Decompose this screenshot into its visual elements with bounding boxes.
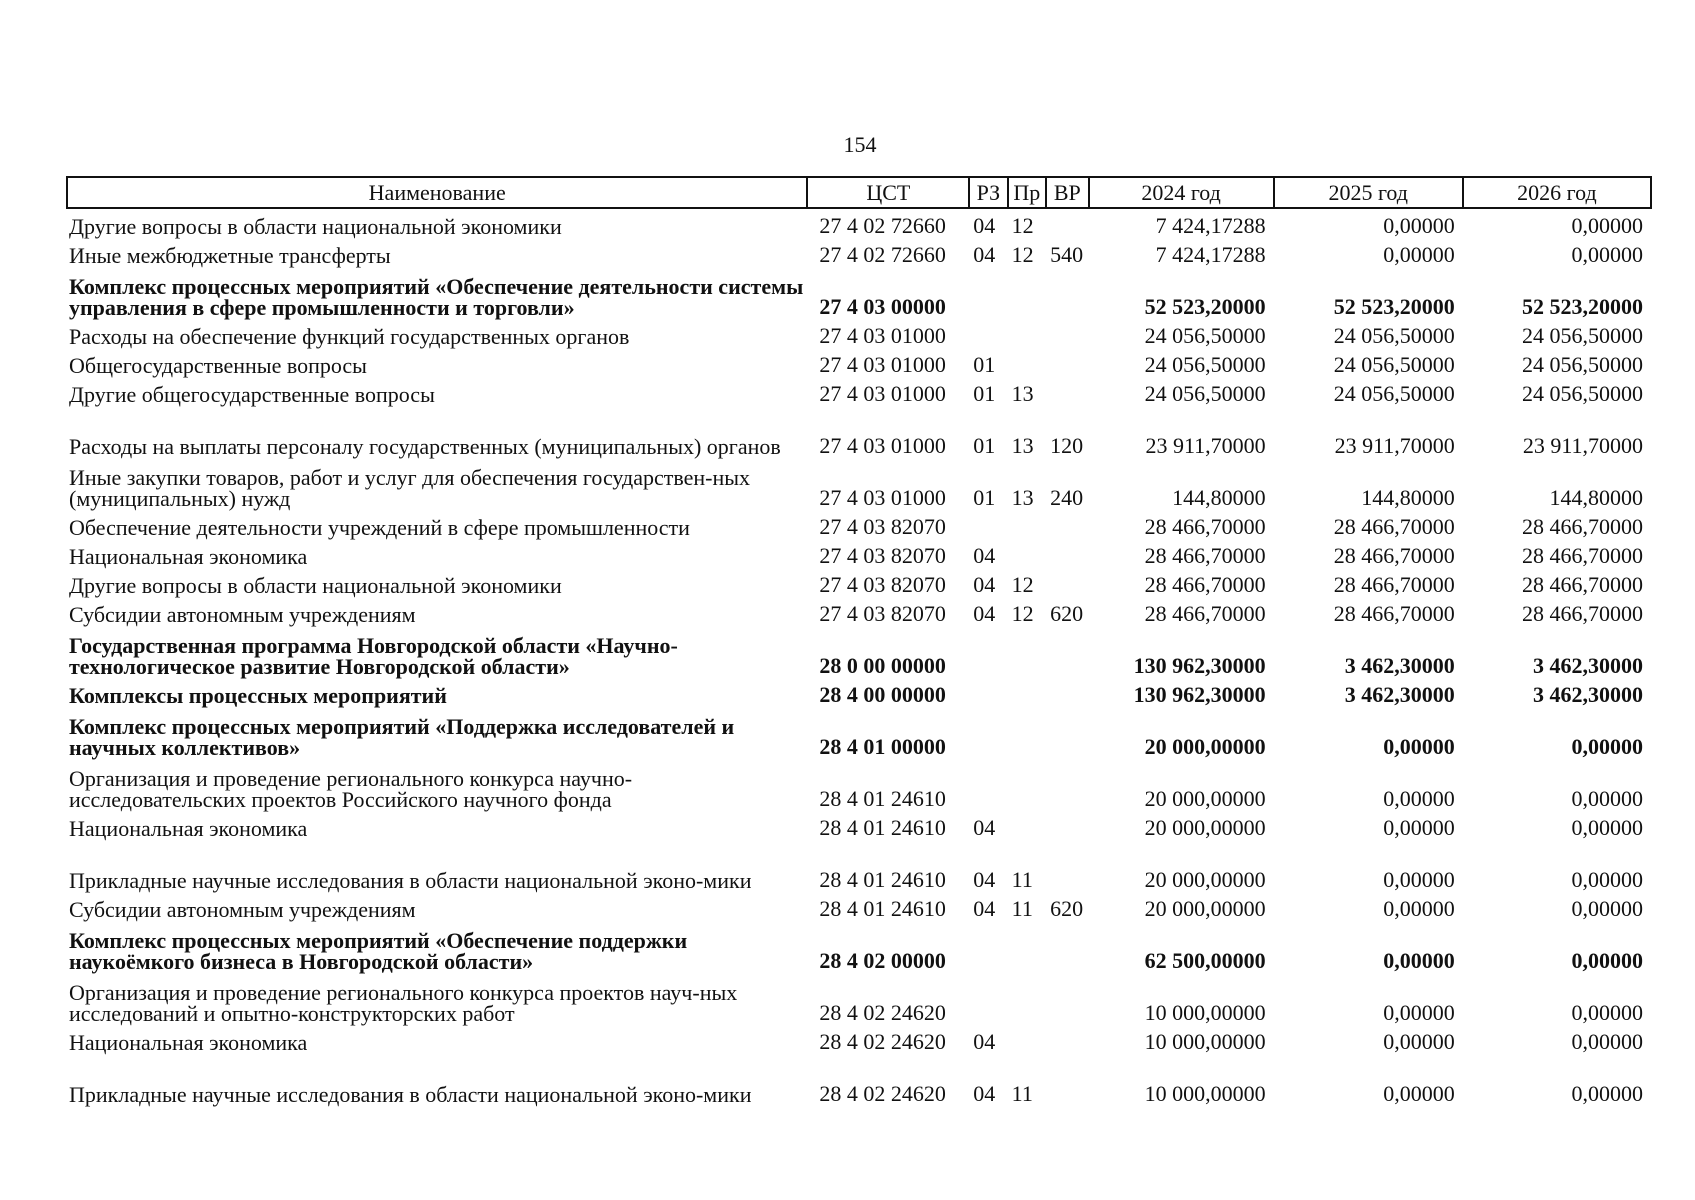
cell-pr	[1008, 538, 1046, 567]
cell-rz	[969, 509, 1007, 538]
cell-cst: 28 4 02 24620	[819, 1000, 946, 1025]
cell-y2025: 0,00000	[1383, 815, 1455, 840]
cell-rz	[969, 706, 1007, 758]
cell-rz: 01	[973, 352, 996, 377]
header-2025: 2025 год	[1274, 177, 1463, 208]
cell-y2025: 52 523,20000	[1333, 294, 1455, 319]
cell-cst: 28 4 02 00000	[819, 948, 946, 973]
cell-rz	[969, 677, 1007, 706]
cell-cst: 27 4 03 82070	[819, 514, 946, 539]
cell-y2024: 7 424,17288	[1155, 213, 1266, 238]
cell-y2026: 24 056,50000	[1522, 323, 1643, 348]
table-row	[67, 405, 1651, 457]
cell-y2025: 24 056,50000	[1333, 352, 1455, 377]
cell-name: Национальная экономика	[69, 1030, 308, 1055]
cell-pr	[1008, 266, 1046, 318]
cell-y2024: 24 056,50000	[1144, 352, 1266, 377]
cell-vr	[1046, 839, 1088, 891]
cell-pr	[1008, 347, 1046, 376]
cell-vr	[1046, 567, 1088, 596]
header-cst: ЦСТ	[807, 177, 969, 208]
cell-pr	[1008, 758, 1046, 810]
cell-vr	[1046, 208, 1088, 237]
cell-vr: 540	[1050, 242, 1084, 267]
cell-rz: 04	[973, 867, 996, 892]
cell-vr: 620	[1050, 896, 1084, 921]
cell-pr: 11	[1011, 896, 1033, 921]
cell-y2026: 0,00000	[1571, 1029, 1643, 1054]
table-row	[67, 538, 1651, 567]
cell-pr: 12	[1011, 242, 1034, 267]
cell-y2025: 24 056,50000	[1333, 381, 1455, 406]
cell-name: Иные закупки товаров, работ и услуг для обеспечения государствен-ных (муниципальных) нужд	[69, 465, 751, 511]
cell-y2025: 23 911,70000	[1334, 433, 1455, 458]
cell-cst: 28 4 01 24610	[819, 896, 946, 921]
cell-vr: 240	[1050, 485, 1084, 510]
header-pr: Пр	[1008, 177, 1046, 208]
cell-y2026: 0,00000	[1571, 948, 1643, 973]
cell-y2026: 0,00000	[1571, 242, 1643, 267]
cell-y2026: 28 466,70000	[1522, 572, 1643, 597]
cell-rz: 01	[973, 433, 996, 458]
cell-rz: 04	[973, 242, 996, 267]
cell-y2024: 130 962,30000	[1133, 682, 1266, 707]
table-row	[67, 920, 1651, 972]
cell-name: Организация и проведение регионального конкурса проектов науч-ных исследований и опытно-конструкторских работ	[69, 980, 738, 1026]
cell-y2026: 28 466,70000	[1522, 601, 1643, 626]
cell-y2024: 28 466,70000	[1144, 543, 1266, 568]
cell-y2024: 28 466,70000	[1144, 601, 1266, 626]
cell-y2024: 52 523,20000	[1144, 294, 1266, 319]
cell-y2025: 0,00000	[1383, 786, 1455, 811]
cell-pr: 12	[1011, 572, 1034, 597]
cell-y2024: 10 000,00000	[1144, 1029, 1266, 1054]
cell-y2026: 0,00000	[1571, 786, 1643, 811]
table-header	[67, 177, 1651, 208]
header-2024: 2024 год	[1089, 177, 1274, 208]
cell-y2024: 20 000,00000	[1144, 867, 1266, 892]
cell-y2026: 0,00000	[1571, 213, 1643, 238]
cell-rz: 04	[973, 543, 996, 568]
cell-name: Расходы на выплаты персоналу государственных (муниципальных) органов	[69, 434, 781, 459]
cell-cst: 28 4 02 24620	[819, 1029, 946, 1054]
cell-vr	[1046, 538, 1088, 567]
cell-pr	[1008, 972, 1046, 1024]
cell-y2024: 20 000,00000	[1144, 815, 1266, 840]
cell-pr: 12	[1011, 601, 1034, 626]
cell-y2025: 24 056,50000	[1333, 323, 1455, 348]
cell-vr	[1046, 1024, 1088, 1053]
cell-vr	[1046, 509, 1088, 538]
cell-rz: 04	[973, 1081, 996, 1106]
header-vr: ВР	[1046, 177, 1088, 208]
cell-rz	[969, 318, 1007, 347]
cell-vr	[1046, 706, 1088, 758]
cell-y2025: 0,00000	[1383, 948, 1455, 973]
table-row	[67, 625, 1651, 677]
cell-cst: 27 4 03 82070	[819, 543, 946, 568]
cell-y2025: 0,00000	[1383, 896, 1455, 921]
table-row	[67, 208, 1651, 237]
cell-pr: 12	[1011, 213, 1034, 238]
table-row	[67, 457, 1651, 509]
cell-name: Обеспечение деятельности учреждений в сфере промышленности	[69, 515, 690, 540]
cell-pr	[1008, 1024, 1046, 1053]
cell-name: Общегосударственные вопросы	[69, 353, 367, 378]
cell-name: Субсидии автономным учреждениям	[69, 897, 416, 922]
cell-cst: 27 4 03 01000	[819, 485, 946, 510]
table-row	[67, 810, 1651, 839]
cell-vr	[1046, 266, 1088, 318]
cell-y2025: 0,00000	[1383, 242, 1455, 267]
cell-y2026: 144,80000	[1549, 485, 1643, 510]
cell-y2025: 28 466,70000	[1333, 572, 1455, 597]
cell-vr	[1046, 758, 1088, 810]
table-row	[67, 509, 1651, 538]
cell-pr: 13	[1011, 485, 1034, 510]
cell-name: Прикладные научные исследования в области национальной эконо-мики	[69, 868, 752, 893]
table-row	[67, 758, 1651, 810]
cell-y2024: 20 000,00000	[1144, 896, 1266, 921]
cell-y2025: 0,00000	[1383, 1029, 1455, 1054]
cell-cst: 27 4 03 01000	[819, 381, 946, 406]
cell-cst: 28 4 01 24610	[819, 867, 946, 892]
cell-y2024: 20 000,00000	[1144, 786, 1266, 811]
cell-y2025: 3 462,30000	[1344, 653, 1455, 678]
cell-rz	[969, 758, 1007, 810]
cell-pr: 11	[1011, 1081, 1033, 1106]
cell-y2024: 23 911,70000	[1145, 433, 1266, 458]
cell-vr	[1046, 677, 1088, 706]
cell-name: Комплекс процессных мероприятий «Обеспечение деятельности системы управления в сфере промышленности и торговли»	[69, 274, 804, 320]
header-name: Наименование	[67, 177, 807, 208]
table-row	[67, 1053, 1651, 1105]
cell-y2024: 28 466,70000	[1144, 514, 1266, 539]
cell-y2025: 0,00000	[1383, 867, 1455, 892]
cell-name: Комплекс процессных мероприятий «Обеспечение поддержки наукоёмкого бизнеса в Новгородской области»	[69, 928, 688, 974]
table-row	[67, 347, 1651, 376]
cell-y2026: 24 056,50000	[1522, 381, 1643, 406]
cell-name: Государственная программа Новгородской области «Научно-технологическое развитие Новгородской области»	[69, 633, 678, 679]
cell-rz	[969, 972, 1007, 1024]
cell-y2024: 10 000,00000	[1144, 1081, 1266, 1106]
cell-rz: 04	[973, 213, 996, 238]
table-row	[67, 706, 1651, 758]
cell-pr: 11	[1011, 867, 1033, 892]
cell-cst: 27 4 02 72660	[819, 242, 946, 267]
cell-y2026: 0,00000	[1571, 896, 1643, 921]
cell-vr	[1046, 810, 1088, 839]
cell-y2026: 23 911,70000	[1522, 433, 1643, 458]
cell-cst: 27 4 03 82070	[819, 601, 946, 626]
cell-cst: 28 4 01 00000	[819, 734, 946, 759]
cell-name: Организация и проведение регионального конкурса научно-исследовательских проектов Российского научного фонда	[69, 766, 633, 812]
cell-pr	[1008, 677, 1046, 706]
cell-y2026: 24 056,50000	[1522, 352, 1643, 377]
cell-pr	[1008, 509, 1046, 538]
cell-pr	[1008, 706, 1046, 758]
cell-rz: 04	[973, 1029, 996, 1054]
cell-rz: 04	[973, 815, 996, 840]
cell-name: Национальная экономика	[69, 816, 308, 841]
table-row	[67, 596, 1651, 625]
cell-rz	[969, 266, 1007, 318]
cell-vr: 120	[1050, 433, 1084, 458]
cell-cst: 27 4 03 82070	[819, 572, 946, 597]
cell-name: Национальная экономика	[69, 544, 308, 569]
cell-y2025: 3 462,30000	[1344, 682, 1455, 707]
cell-y2024: 24 056,50000	[1144, 381, 1266, 406]
cell-y2024: 24 056,50000	[1144, 323, 1266, 348]
cell-cst: 28 4 01 24610	[819, 815, 946, 840]
cell-rz: 01	[973, 381, 996, 406]
cell-y2026: 0,00000	[1571, 1081, 1643, 1106]
cell-name: Иные межбюджетные трансферты	[69, 243, 391, 268]
table-row	[67, 677, 1651, 706]
cell-y2025: 28 466,70000	[1333, 514, 1455, 539]
cell-y2026: 28 466,70000	[1522, 543, 1643, 568]
cell-cst: 28 4 02 24620	[819, 1081, 946, 1106]
cell-vr	[1046, 972, 1088, 1024]
cell-vr	[1046, 347, 1088, 376]
cell-y2025: 28 466,70000	[1333, 601, 1455, 626]
table-row	[67, 567, 1651, 596]
cell-rz: 01	[973, 485, 996, 510]
cell-cst: 27 4 03 00000	[819, 294, 946, 319]
cell-y2024: 20 000,00000	[1144, 734, 1266, 759]
cell-pr: 13	[1011, 433, 1034, 458]
table-row	[67, 237, 1651, 266]
table-row	[67, 839, 1651, 891]
cell-vr	[1046, 920, 1088, 972]
header-2026: 2026 год	[1463, 177, 1651, 208]
cell-pr	[1008, 625, 1046, 677]
cell-y2025: 0,00000	[1383, 213, 1455, 238]
table-row	[67, 266, 1651, 318]
page-number: 154	[843, 132, 877, 157]
cell-vr: 620	[1050, 601, 1084, 626]
table-row	[67, 891, 1651, 920]
cell-y2026: 28 466,70000	[1522, 514, 1643, 539]
table-row	[67, 376, 1651, 405]
cell-y2026: 0,00000	[1571, 734, 1643, 759]
table-row	[67, 318, 1651, 347]
cell-y2026: 0,00000	[1571, 867, 1643, 892]
cell-name: Комплексы процессных мероприятий	[69, 683, 447, 708]
cell-rz	[969, 625, 1007, 677]
cell-cst: 27 4 03 01000	[819, 433, 946, 458]
cell-y2024: 10 000,00000	[1144, 1000, 1266, 1025]
cell-y2024: 130 962,30000	[1133, 653, 1266, 678]
cell-pr	[1008, 920, 1046, 972]
cell-y2026: 52 523,20000	[1522, 294, 1643, 319]
cell-name: Расходы на обеспечение функций государственных органов	[69, 324, 630, 349]
cell-cst: 27 4 03 01000	[819, 323, 946, 348]
cell-cst: 27 4 02 72660	[819, 213, 946, 238]
budget-table	[66, 176, 1652, 1105]
cell-name: Другие вопросы в области национальной экономики	[69, 573, 562, 598]
cell-pr: 13	[1011, 381, 1034, 406]
cell-name: Субсидии автономным учреждениям	[69, 602, 416, 627]
cell-rz: 04	[973, 896, 996, 921]
cell-y2025: 0,00000	[1383, 1081, 1455, 1106]
cell-pr	[1008, 810, 1046, 839]
cell-cst: 28 0 00 00000	[819, 653, 946, 678]
cell-y2026: 0,00000	[1571, 1000, 1643, 1025]
cell-cst: 28 4 00 00000	[819, 682, 946, 707]
cell-name: Другие вопросы в области национальной экономики	[69, 214, 562, 239]
cell-y2024: 62 500,00000	[1144, 948, 1266, 973]
cell-rz	[969, 920, 1007, 972]
table-row	[67, 972, 1651, 1024]
cell-name: Другие общегосударственные вопросы	[69, 382, 435, 407]
cell-y2026: 0,00000	[1571, 815, 1643, 840]
cell-rz: 04	[973, 601, 996, 626]
cell-y2024: 144,80000	[1172, 485, 1266, 510]
header-rz: РЗ	[969, 177, 1007, 208]
cell-vr	[1046, 625, 1088, 677]
cell-name: Прикладные научные исследования в области национальной эконо-мики	[69, 1082, 752, 1107]
table-row	[67, 1024, 1651, 1053]
cell-rz: 04	[973, 572, 996, 597]
cell-y2026: 3 462,30000	[1533, 653, 1643, 678]
cell-y2025: 0,00000	[1383, 1000, 1455, 1025]
cell-vr	[1046, 376, 1088, 405]
cell-y2024: 7 424,17288	[1155, 242, 1266, 267]
cell-y2025: 0,00000	[1383, 734, 1455, 759]
cell-cst: 28 4 01 24610	[819, 786, 946, 811]
cell-pr	[1008, 318, 1046, 347]
cell-name: Комплекс процессных мероприятий «Поддержка исследователей и научных коллективов»	[69, 714, 735, 760]
table-body	[67, 208, 1651, 1105]
cell-vr	[1046, 1053, 1088, 1105]
cell-vr	[1046, 318, 1088, 347]
cell-y2025: 28 466,70000	[1333, 543, 1455, 568]
cell-cst: 27 4 03 01000	[819, 352, 946, 377]
cell-y2025: 144,80000	[1361, 485, 1455, 510]
cell-y2026: 3 462,30000	[1533, 682, 1643, 707]
cell-y2024: 28 466,70000	[1144, 572, 1266, 597]
